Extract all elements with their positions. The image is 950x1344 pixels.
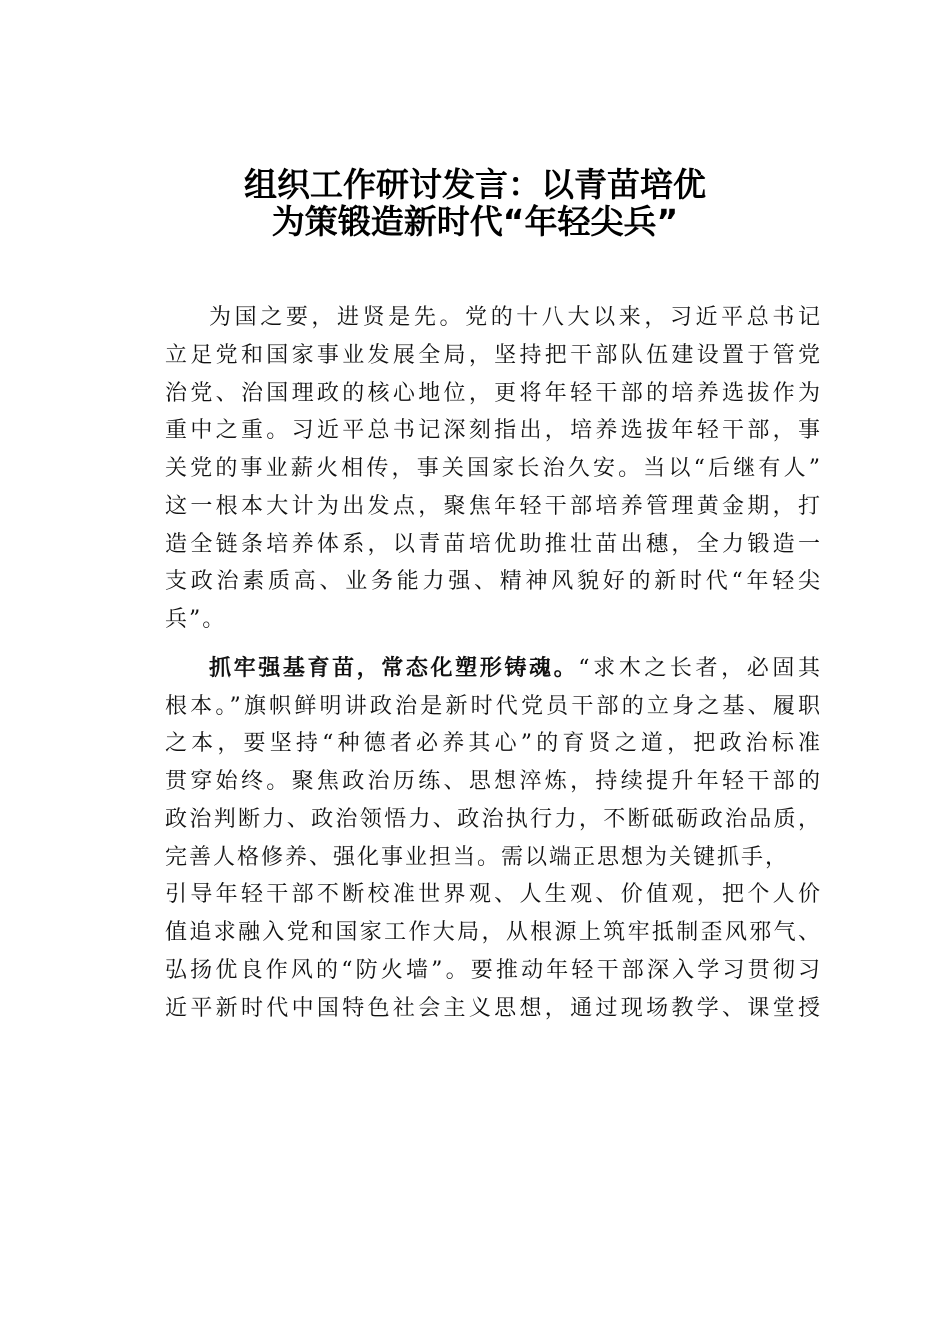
text-line: 贯穿始终。聚焦政治历练、思想淬炼，持续提升年轻干部的 (165, 769, 822, 794)
text-line: 兵”。 (165, 607, 227, 632)
text-line (209, 650, 822, 688)
document-title-line-1: 组织工作研讨发言：以青苗培优 (244, 165, 706, 204)
text-line: 引导年轻干部不断校准世界观、人生观、价值观，把个人价 (165, 882, 822, 907)
text-line: 弘扬优良作风的“防火墙”。要推动年轻干部深入学习贯彻习 (165, 958, 822, 983)
text-line: 立足党和国家事业发展全局，坚持把干部队伍建设置于管党 (165, 343, 822, 368)
text-span: “求木之长者，必固其 (578, 656, 822, 681)
text-line: 为国之要，进贤是先。党的十八大以来，习近平总书记 (209, 305, 822, 330)
text-line: 造全链条培养体系，以青苗培优助推壮苗出穗，全力锻造一 (165, 532, 822, 557)
paragraph-lead-heading: 抓牢强基育苗，常态化塑形铸魂。 (209, 656, 579, 681)
text-line: 重中之重。习近平总书记深刻指出，培养选拔年轻干部，事 (165, 418, 822, 443)
document-title-line-2: 为策锻造新时代“年轻尖兵” (271, 202, 679, 241)
text-line: 完善人格修养、强化事业担当。需以端正思想为关键抓手， (165, 845, 790, 870)
text-line: 关党的事业薪火相传，事关国家长治久安。当以“后继有人” (165, 456, 822, 481)
text-line: 值追求融入党和国家工作大局，从根源上筑牢抵制歪风邪气、 (165, 920, 822, 945)
text-line: 这一根本大计为出发点，聚焦年轻干部培养管理黄金期，打 (165, 494, 822, 519)
text-line: 根本。”旗帜鲜明讲政治是新时代党员干部的立身之基、履职 (165, 694, 822, 719)
text-line: 政治判断力、政治领悟力、政治执行力，不断砥砺政治品质， (165, 807, 822, 832)
text-line: 治党、治国理政的核心地位，更将年轻干部的培养选拔作为 (165, 381, 822, 406)
text-line: 支政治素质高、业务能力强、精神风貌好的新时代“年轻尖 (165, 569, 822, 594)
text-line: 近平新时代中国特色社会主义思想，通过现场教学、课堂授 (165, 996, 822, 1021)
text-line: 之本，要坚持“种德者必养其心”的育贤之道，把政治标准 (165, 731, 822, 756)
